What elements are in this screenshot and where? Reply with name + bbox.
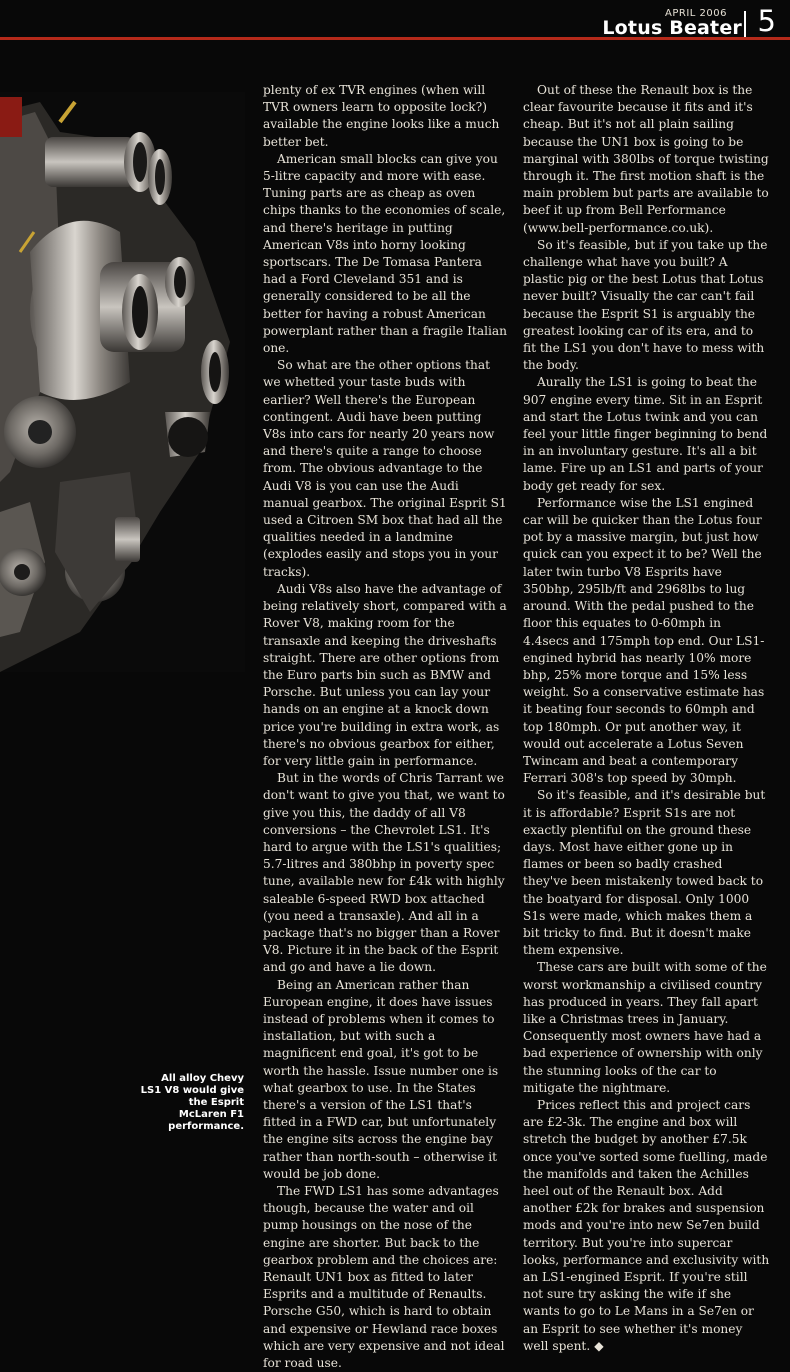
paragraph: But in the words of Chris Tarrant we don't want to give you that, we want to give you this, the daddy of all V8 conversions – the Chevrolet LS1. It's hard to argue with the LS1's qualities; 5.7-litres and 380bhp in poverty spec tune, available new for £4k with highly saleable 6-speed RWD box attached (you need a transaxle). And all in a package that's no bigger than a Rover V8. Picture it in the back of the Esprit and go and have a lie down. bbox=[263, 771, 505, 975]
paragraph bbox=[523, 1097, 770, 1355]
paragraph: plenty of ex TVR engines (when will TVR owners learn to opposite lock?) available the engine looks like a much better bet. bbox=[263, 83, 500, 149]
paragraph-text: Prices reflect this and project cars are £2-3k. The engine and box will stretch the budget by another £7.5k once you've sorted some fuelling, made the manifolds and taken the Achilles heel out of the Renault box. Add another £2k for brakes and suspension mods and you're into new Se7en build territory. But you're into supercar looks, performance and exclusivity with an LS1-engined Esprit. If you're still not sure try asking the wife if she wants to go to Le Mans in a Se7en or an Esprit to see whether it's money well spent. bbox=[523, 1097, 770, 1353]
article-column-1 bbox=[263, 82, 508, 1372]
issue-date: APRIL 2006 bbox=[665, 8, 727, 19]
paragraph: Performance wise the LS1 engined car will be quicker than the Lotus four pot by a massive margin, but just how quick can you expect it to be? Well the later twin turbo V8 Esprits have 350bhp, 295lb/ft and 2968lbs to lug around. With the pedal pushed to the floor this equates to 0-60mph in 4.4secs and 175mph top end. Our LS1-engined hybrid has nearly 10% more bhp, 25% more torque and 15% less weight. So a conservative estimate has it beating four seconds to 60mph and top 180mph. Or put another way, it would out accelerate a Lotus Seven Twincam and beat a contemporary Ferrari 308's top speed by 30mph. bbox=[523, 495, 765, 786]
paragraph: Being an American rather than European engine, it does have issues instead of problems when it comes to installation, but with such a magnificent end goal, it's got to be worth the hassle. Issue number one is what gearbox to use. In the States there's a version of the LS1 that's fitted in a FWD car, but unfortunately the engine sits across the engine bay rather than north-south – otherwise it would be job done. bbox=[263, 977, 499, 1181]
page-number-separator bbox=[744, 11, 746, 37]
magazine-title: Lotus Beater bbox=[602, 17, 742, 39]
article-column-2 bbox=[523, 82, 770, 1355]
paragraph: These cars are built with some of the worst workmanship a civilised country has produced in years. They fall apart like a Christmas trees in January. Consequently most owners have had a bad experience of ownership with only the stunning looks of the car to mitigate the nightmare. bbox=[523, 960, 767, 1095]
page-header bbox=[0, 0, 790, 40]
paragraph: So what are the other options that we whetted your taste buds with earlier? Well there's the European contingent. Audi have been putting V8s into cars for nearly 20 years now and there's quite a range to choose from. The obvious advantage to the Audi V8 is you can use the Audi manual gearbox. The original Esprit S1 used a Citroen SM box that had all the qualities needed in a landmine (explodes easily and stops you in your tracks). bbox=[263, 358, 507, 579]
photo-caption: All alloy Chevy LS1 V8 would give the Esprit McLaren F1 performance. bbox=[140, 1073, 244, 1132]
paragraph: American small blocks can give you 5-litre capacity and more with ease. Tuning parts are as cheap as oven chips thanks to the economies of scale, and there's heritage in putting American V8s into horny looking sportscars. The De Tomasa Pantera had a Ford Cleveland 351 and is generally considered to be all the better for having a robust American powerplant rather than a fragile Italian one. bbox=[263, 151, 507, 356]
engine-photo bbox=[0, 92, 245, 672]
paragraph: So it's feasible, but if you take up the challenge what have you built? A plastic pig or the best Lotus that Lotus never built? Visually the car can't fail because the Esprit S1 is arguably the greatest looking car of its era, and to fit the LS1 you don't have to mess with the body. bbox=[523, 237, 768, 373]
page-number: 5 bbox=[757, 4, 776, 38]
paragraph: Out of these the Renault box is the clear favourite because it fits and it's cheap. But it's not all plain sailing because the UN1 box is going to be marginal with 380lbs of torque twisting through it. The first motion shaft is the main problem but parts are available to beef it up from Bell Performance (www.bell-performance.co.uk). bbox=[523, 83, 769, 235]
paragraph: So it's feasible, and it's desirable but it is affordable? Esprit S1s are not exactly plentiful on the ground these days. Most have either gone up in flames or been so badly crashed they've been mistakenly towed back to the boatyard for disposal. Only 1000 S1s were made, which makes them a bit tricky to find. But it doesn't make them expensive. bbox=[523, 788, 766, 958]
paragraph: The FWD LS1 has some advantages though, because the water and oil pump housings on the nose of the engine are shorter. But back to the gearbox problem and the choices are: Renault UN1 box as fitted to later Esprits and a multitude of Renaults. Porsche G50, which is hard to obtain and expensive or Hewland race boxes which are very expensive and not ideal for road use. bbox=[263, 1184, 505, 1371]
paragraph: Aurally the LS1 is going to beat the 907 engine every time. Sit in an Esprit and start the Lotus twink and you can feel your little finger beginning to bend in an involuntary gesture. It's all a bit lame. Fire up an LS1 and parts of your body get ready for sex. bbox=[523, 375, 768, 493]
paragraph: Audi V8s also have the advantage of being relatively short, compared with a Rover V8, making room for the transaxle and keeping the driveshafts straight. There are other options from the Euro parts bin such as BMW and Porsche. But unless you can lay your hands on an engine at a knock down price you're building in extra work, as there's no obvious gearbox for either, for very little gain in performance. bbox=[263, 581, 507, 768]
end-mark-icon: ◆ bbox=[594, 1338, 604, 1353]
